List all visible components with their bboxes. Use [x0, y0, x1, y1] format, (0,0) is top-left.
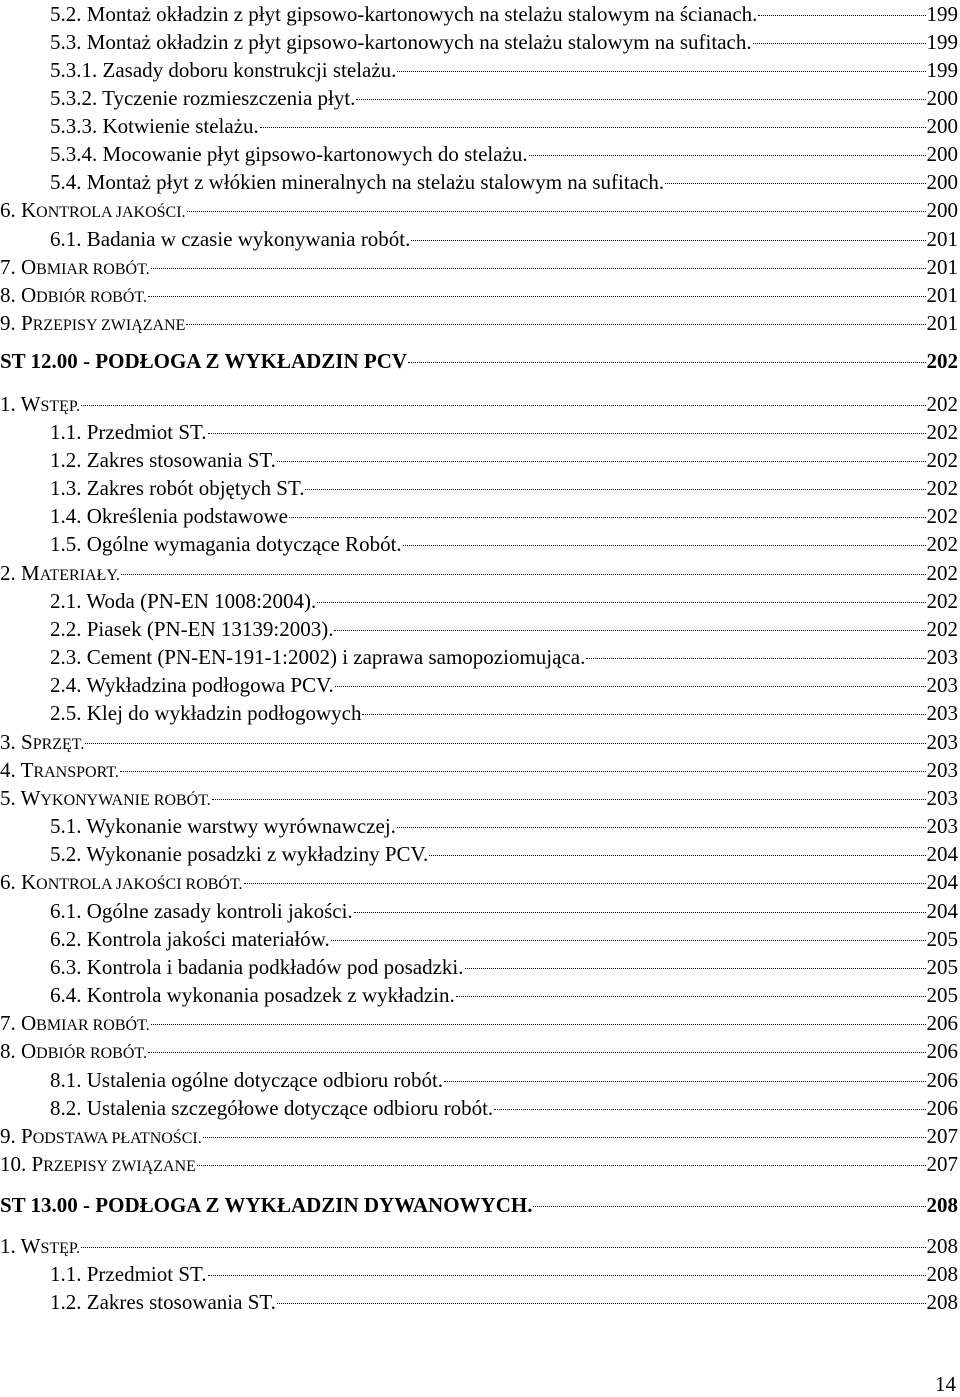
toc-entry-label: 5.4. Montaż płyt z włókien mineralnych na stelażu stalowym na sufitach. [50, 170, 665, 194]
toc-entry-label: 9. PODSTAWA PŁATNOŚCI. [0, 1124, 202, 1148]
toc-entry[interactable] [0, 390, 958, 418]
dot-leader [151, 1023, 926, 1025]
toc-entry-page: 203 [926, 701, 958, 725]
dot-leader [758, 14, 925, 16]
toc-entry-label: 1.2. Zakres stosowania ST. [50, 448, 276, 472]
toc-entry-page: 204 [926, 899, 958, 923]
toc-entry-label: 1.1. Przedmiot ST. [50, 1262, 207, 1286]
toc-entry-page: 202 [926, 420, 958, 444]
toc-entry-page: 208 [926, 1262, 958, 1286]
toc-entry-page: 202 [926, 504, 958, 528]
dot-leader [197, 1164, 926, 1166]
toc-entry[interactable] [0, 1122, 958, 1150]
dot-leader [317, 601, 925, 603]
toc-entry-label: 6. KONTROLA JAKOŚCI ROBÓT. [0, 870, 243, 894]
toc-entry-label: 5.1. Wykonanie warstwy wyrównawczej. [50, 814, 396, 838]
toc-entry[interactable] [0, 728, 958, 756]
toc-entry[interactable] [50, 84, 958, 112]
dot-leader [305, 488, 925, 490]
toc-entry-label: 6.4. Kontrola wykonania posadzek z wykładzin. [50, 983, 455, 1007]
toc-entry-page: 199 [926, 2, 958, 26]
toc-entry-label: 5. WYKONYWANIE ROBÓT. [0, 786, 211, 810]
toc-entry-label: 2.2. Piasek (PN-EN 13139:2003). [50, 617, 334, 641]
dot-leader [529, 154, 926, 156]
toc-entry[interactable] [50, 671, 958, 699]
page-number: 14 [935, 1372, 956, 1396]
toc-entry-page: 205 [926, 955, 958, 979]
dot-leader [331, 939, 926, 941]
toc-entry-label: 2.3. Cement (PN-EN-191-1:2002) i zaprawa samopoziomująca. [50, 645, 586, 669]
toc-entry-page: 203 [926, 758, 958, 782]
toc-entry-page: 200 [926, 142, 958, 166]
toc-entry-label: 6.1. Ogólne zasady kontroli jakości. [50, 899, 353, 923]
toc-entry[interactable] [0, 196, 958, 224]
toc-entry-label: 1.2. Zakres stosowania ST. [50, 1290, 276, 1314]
toc-entry[interactable] [0, 756, 958, 784]
toc-entry[interactable] [50, 643, 958, 671]
dot-leader [120, 770, 926, 772]
toc-entry-page: 206 [926, 1068, 958, 1092]
dot-leader [753, 42, 926, 44]
toc-entry[interactable] [50, 446, 958, 474]
toc-entry[interactable] [0, 1232, 958, 1260]
toc-entry[interactable] [50, 225, 958, 253]
toc-entry[interactable] [0, 784, 958, 812]
toc-entry[interactable] [50, 953, 958, 981]
dot-leader [289, 516, 926, 518]
toc-entry[interactable] [0, 559, 958, 587]
dot-leader [465, 967, 926, 969]
toc-entry-label: ST 13.00 - PODŁOGA Z WYKŁADZIN DYWANOWYCH. [0, 1193, 533, 1217]
toc-entry[interactable] [50, 1260, 958, 1288]
toc-entry-page: 208 [926, 1193, 958, 1217]
toc-entry[interactable] [50, 530, 958, 558]
toc-entry-page: 204 [926, 842, 958, 866]
dot-leader [429, 854, 925, 856]
dot-leader [212, 798, 926, 800]
toc-entry-page: 208 [926, 1234, 958, 1258]
toc-entry-page: 202 [926, 392, 958, 416]
toc-entry-label: 1.1. Przedmiot ST. [50, 420, 207, 444]
dot-leader [244, 882, 926, 884]
toc-entry-label: 1.3. Zakres robót objętych ST. [50, 476, 305, 500]
toc-entry-label: 2.1. Woda (PN-EN 1008:2004). [50, 589, 317, 613]
toc-entry[interactable] [50, 699, 958, 727]
toc-entry-page: 208 [926, 1290, 958, 1314]
dot-leader [362, 713, 925, 715]
toc-entry-page: 202 [926, 476, 958, 500]
toc-entry-label: 9. PRZEPISY ZWIĄZANE [0, 311, 186, 335]
toc-entry[interactable] [50, 615, 958, 643]
toc-entry[interactable] [50, 502, 958, 530]
toc-entry[interactable] [0, 309, 958, 337]
toc-entry[interactable] [0, 1150, 958, 1178]
dot-leader [85, 742, 925, 744]
toc-entry-label: ST 12.00 - PODŁOGA Z WYKŁADZIN PCV [0, 349, 408, 373]
toc-entry-page: 205 [926, 983, 958, 1007]
toc-entry-page: 201 [926, 255, 958, 279]
toc-entry-label: 1. WSTĘP. [0, 392, 81, 416]
dot-leader [444, 1080, 925, 1082]
toc-entry-page: 205 [926, 927, 958, 951]
toc-entry[interactable] [50, 28, 958, 56]
toc-entry[interactable] [50, 925, 958, 953]
toc-entry-page: 202 [926, 349, 958, 373]
dot-leader [586, 657, 925, 659]
toc-entry-page: 206 [926, 1039, 958, 1063]
toc-entry-label: 10. PRZEPISY ZWIĄZANE [0, 1152, 196, 1176]
toc-entry-label: 6.2. Kontrola jakości materiałów. [50, 927, 330, 951]
toc-entry-page: 202 [926, 589, 958, 613]
toc-entry-label: 6.1. Badania w czasie wykonywania robót. [50, 227, 411, 251]
dot-leader [121, 573, 926, 575]
toc-entry[interactable] [50, 1288, 958, 1316]
dot-leader [354, 911, 926, 913]
toc-entry-page: 206 [926, 1011, 958, 1035]
toc-entry-label: 5.3.1. Zasady doboru konstrukcji stelażu. [50, 58, 397, 82]
toc-entry-label: 2.4. Wykładzina podłogowa PCV. [50, 673, 334, 697]
toc-entry-page: 202 [926, 561, 958, 585]
dot-leader [208, 432, 926, 434]
toc-entry[interactable] [50, 812, 958, 840]
toc-entry[interactable] [0, 253, 958, 281]
toc-entry-page: 204 [926, 870, 958, 894]
toc-entry-label: 2.5. Klej do wykładzin podłogowych [50, 701, 362, 725]
toc-entry-label: 5.2. Montaż okładzin z płyt gipsowo-kartonowych na stelażu stalowym na ścianach. [50, 2, 758, 26]
toc-entry-label: 1.4. Określenia podstawowe [50, 504, 288, 528]
toc-entry-label: 5.3.2. Tyczenie rozmieszczenia płyt. [50, 86, 356, 110]
dot-leader [81, 1246, 925, 1248]
toc-entry-page: 207 [926, 1124, 958, 1148]
toc-entry-label: 8.1. Ustalenia ogólne dotyczące odbioru robót. [50, 1068, 444, 1092]
dot-leader [397, 826, 926, 828]
toc-entry[interactable] [50, 1066, 958, 1094]
toc-entry[interactable] [50, 474, 958, 502]
toc-entry[interactable] [50, 140, 958, 168]
toc-entry-label: 1.5. Ogólne wymagania dotyczące Robót. [50, 532, 402, 556]
toc-entry[interactable] [50, 587, 958, 615]
toc-entry-page: 203 [926, 730, 958, 754]
toc-entry[interactable] [50, 981, 958, 1009]
dot-leader [411, 239, 925, 241]
toc-entry-page: 199 [926, 30, 958, 54]
toc-entry[interactable] [0, 868, 958, 896]
toc-entry-page: 207 [926, 1152, 958, 1176]
dot-leader [334, 629, 925, 631]
dot-leader [203, 1136, 926, 1138]
toc-entry-page: 202 [926, 448, 958, 472]
toc-section-heading[interactable] [0, 1191, 958, 1219]
dot-leader [335, 685, 926, 687]
toc-entry-page: 206 [926, 1096, 958, 1120]
dot-leader [148, 295, 926, 297]
toc-entry-page: 200 [926, 170, 958, 194]
toc-entry-page: 199 [926, 58, 958, 82]
dot-leader [403, 544, 926, 546]
toc-entry[interactable] [50, 1094, 958, 1122]
toc-entry-label: 5.3.3. Kotwienie stelażu. [50, 114, 259, 138]
toc-entry-page: 202 [926, 617, 958, 641]
toc-entry-label: 8.2. Ustalenia szczegółowe dotyczące odbioru robót. [50, 1096, 494, 1120]
toc-entry-label: 8. ODBIÓR ROBÓT. [0, 283, 147, 307]
toc-entry-page: 201 [926, 283, 958, 307]
toc-entry-page: 201 [926, 227, 958, 251]
dot-leader [151, 267, 926, 269]
dot-leader [260, 126, 926, 128]
toc-entry-label: 7. OBMIAR ROBÓT. [0, 255, 150, 279]
dot-leader [186, 323, 925, 325]
dot-leader [277, 460, 926, 462]
toc-section-heading[interactable] [0, 347, 958, 375]
toc-entry-page: 200 [926, 198, 958, 222]
toc-entry[interactable] [50, 897, 958, 925]
dot-leader [665, 182, 925, 184]
toc-entry-page: 203 [926, 786, 958, 810]
toc-entry[interactable] [50, 56, 958, 84]
toc-entry-page: 201 [926, 311, 958, 335]
toc-entry[interactable] [50, 168, 958, 196]
toc-entry[interactable] [50, 0, 958, 28]
dot-leader [533, 1205, 925, 1207]
toc-entry-label: 4. TRANSPORT. [0, 758, 119, 782]
toc-entry[interactable] [50, 418, 958, 446]
toc-entry-label: 6. KONTROLA JAKOŚCI. [0, 198, 186, 222]
toc-entry-label: 7. OBMIAR ROBÓT. [0, 1011, 150, 1035]
dot-leader [187, 210, 926, 212]
toc-entry-label: 6.3. Kontrola i badania podkładów pod posadzki. [50, 955, 464, 979]
dot-leader [148, 1051, 926, 1053]
toc-entry-label: 5.2. Wykonanie posadzki z wykładziny PCV. [50, 842, 429, 866]
dot-leader [208, 1274, 926, 1276]
dot-leader [456, 995, 926, 997]
toc-entry[interactable] [0, 281, 958, 309]
toc-entry-label: 2. MATERIAŁY. [0, 561, 120, 585]
dot-leader [277, 1302, 926, 1304]
toc-entry-label: 1. WSTĘP. [0, 1234, 81, 1258]
toc-entry[interactable] [50, 112, 958, 140]
toc-entry-page: 202 [926, 532, 958, 556]
dot-leader [356, 98, 925, 100]
toc-entry-label: 8. ODBIÓR ROBÓT. [0, 1039, 147, 1063]
toc-entry-label: 3. SPRZĘT. [0, 730, 85, 754]
toc-entry-page: 203 [926, 673, 958, 697]
dot-leader [408, 361, 925, 363]
toc-entry[interactable] [50, 840, 958, 868]
toc-entry[interactable] [0, 1009, 958, 1037]
dot-leader [494, 1108, 925, 1110]
toc-entry-page: 200 [926, 114, 958, 138]
toc-entry-label: 5.3. Montaż okładzin z płyt gipsowo-kartonowych na stelażu stalowym na sufitach. [50, 30, 752, 54]
toc-entry-page: 200 [926, 86, 958, 110]
toc-entry-page: 203 [926, 645, 958, 669]
toc-entry-page: 203 [926, 814, 958, 838]
toc-entry-label: 5.3.4. Mocowanie płyt gipsowo-kartonowych do stelażu. [50, 142, 528, 166]
toc-entry[interactable] [0, 1037, 958, 1065]
dot-leader [81, 404, 925, 406]
dot-leader [397, 70, 925, 72]
